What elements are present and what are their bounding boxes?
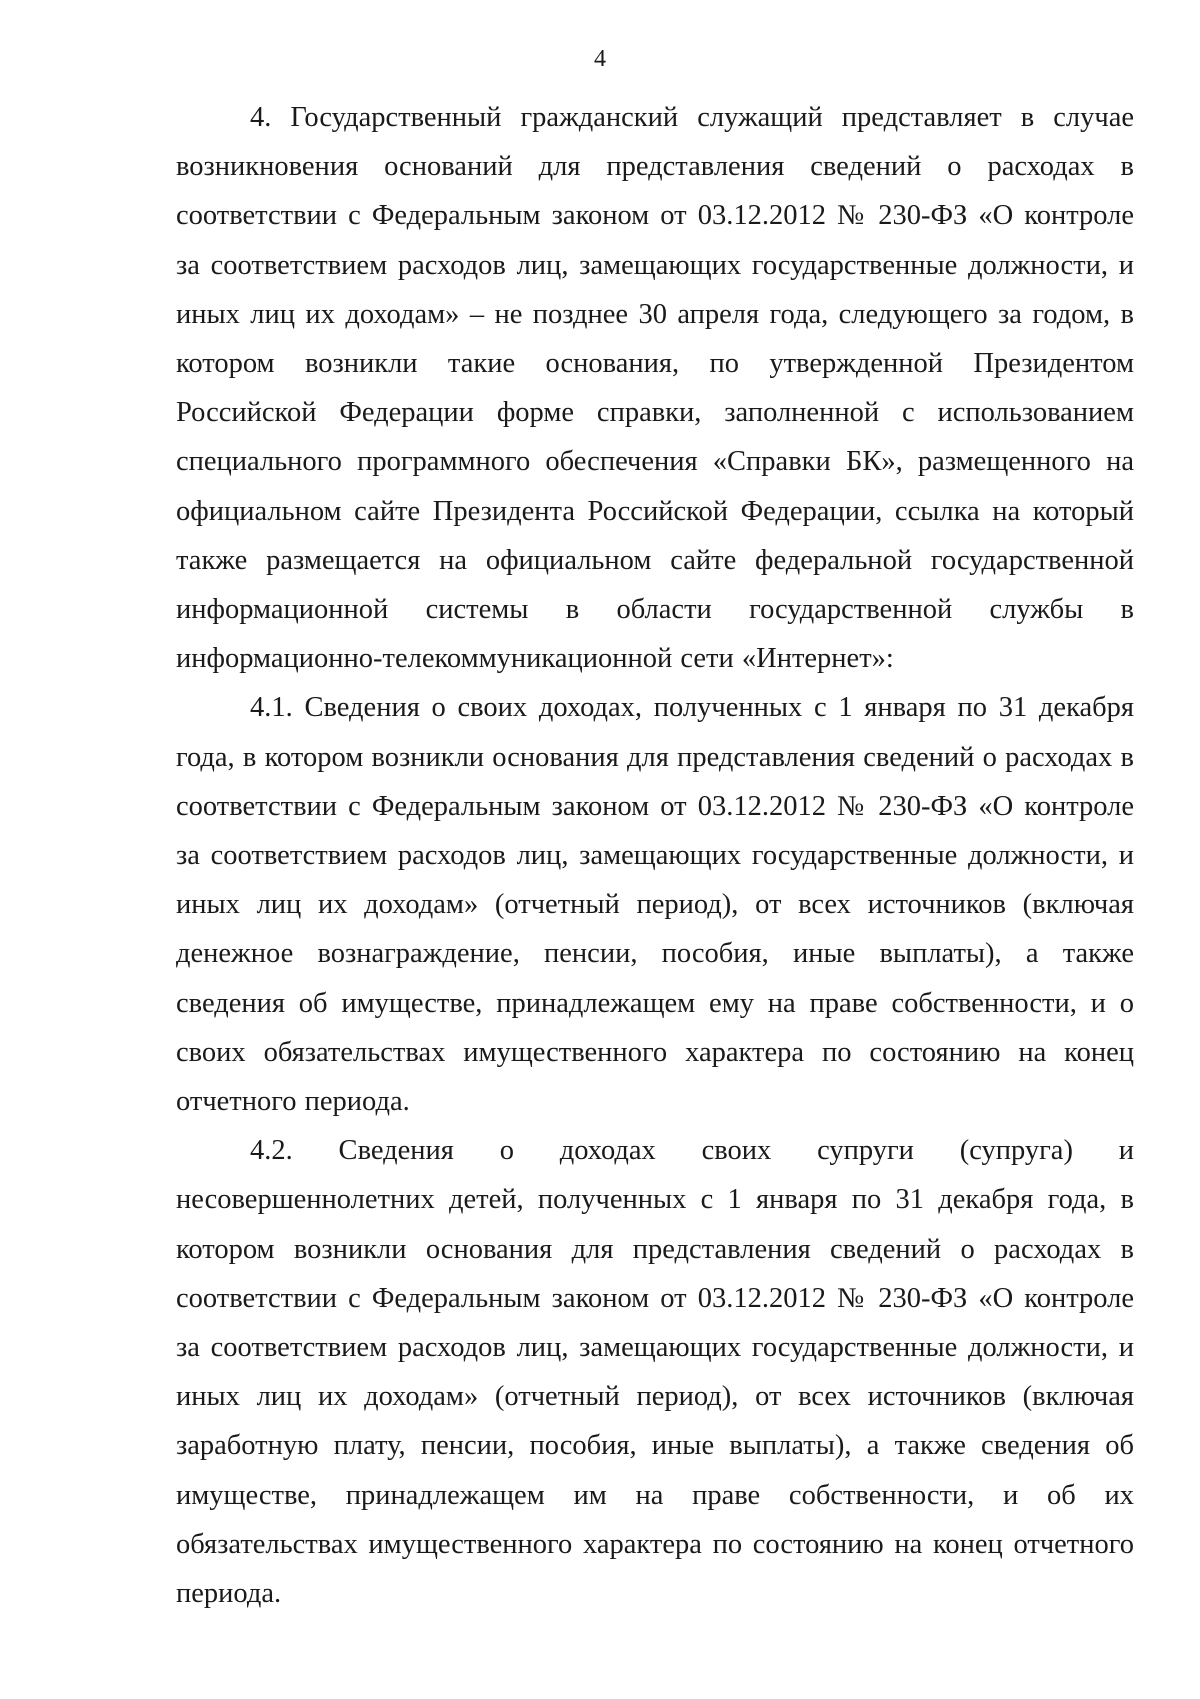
paragraph-4-2: 4.2. Сведения о доходах своих супруги (супруга) и несовершеннолетних детей, полученных с 1 января по 31 декабря года, в котором возникли основания для представления сведений о расходах в соответствии с Федеральным законом от 03.12.2012 № 230-ФЗ «О контроле за соответствием расходов лиц, замещающих государственные должности, и иных лиц их доходам» (отчетный период), от всех источников (включая заработную плату, пенсии, пособия, иные выплаты), а также сведения об имуществе, принадлежащем им на праве собственности, и об их обязательствах имущественного характера по состоянию на конец отчетного периода.: [176, 1135, 1134, 1610]
page-number: 4: [594, 46, 606, 72]
paragraph-4-1: 4.1. Сведения о своих доходах, полученных с 1 января по 31 декабря года, в котором возникли основания для представления сведений о расходах в соответствии с Федеральным законом от 03.12.2012 № 230-ФЗ «О контроле за соответствием расходов лиц, замещающих государственные должности, и иных лиц их доходам» (отчетный период), от всех источников (включая денежное вознаграждение, пенсии, пособия, иные выплаты), а также сведения об имуществе, принадлежащем ему на праве собственности, и о своих обязательствах имущественного характера по состоянию на конец отчетного периода.: [176, 692, 1134, 1118]
document-body: [176, 93, 1134, 1618]
paragraph-4: 4. Государственный гражданский служащий представляет в случае возникновения оснований для представления сведений о расходах в соответствии с Федеральным законом от 03.12.2012 № 230-ФЗ «О контроле за соответствием расходов лиц, замещающих государственные должности, и иных лиц их доходам» – не позднее 30 апреля года, следующего за годом, в котором возникли такие основания, по утвержденной Президентом Российской Федерации форме справки, заполненной с использованием специального программного обеспечения «Справки БК», размещенного на официальном сайте Президента Российской Федерации, ссылка на который также размещается на официальном сайте федеральной государственной информационной системы в области государственной службы в информационно-телекоммуникационной сети «Интернет»:: [176, 102, 1134, 675]
